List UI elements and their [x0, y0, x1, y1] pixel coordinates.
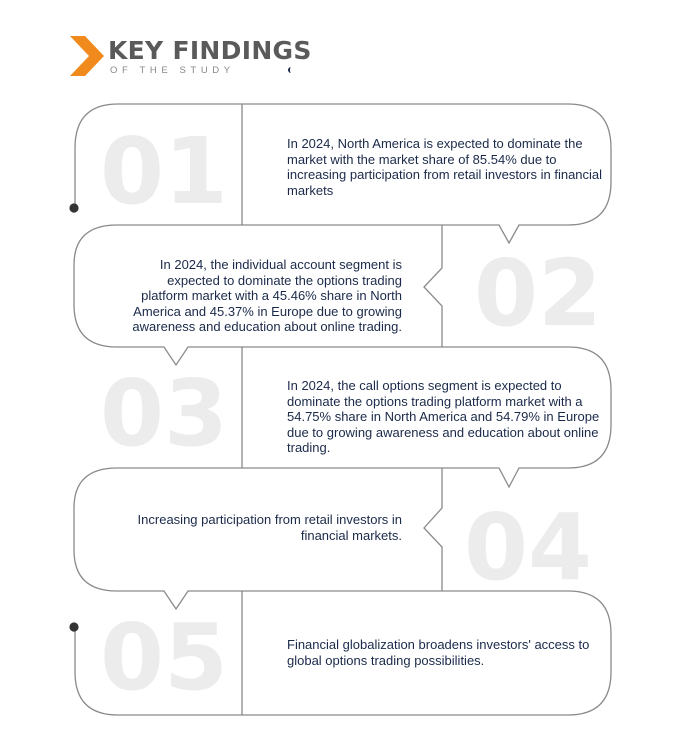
- finding-number-5: 05: [100, 604, 229, 711]
- page-subtitle: OF THE STUDY: [110, 65, 235, 76]
- finding-text-1: In 2024, North America is expected to dominate the market with the market share of 85.54% due to increasing participation from retail investors in financial markets: [287, 136, 603, 198]
- finding-number-4: 04: [464, 494, 593, 601]
- page-title: KEY FINDINGS: [108, 36, 312, 65]
- finding-text-4: Increasing participation from retail investors in financial markets.: [137, 512, 402, 543]
- finding-number-2: 02: [474, 240, 603, 347]
- end-dot-icon: [69, 622, 78, 631]
- divider-4: [424, 468, 442, 591]
- finding-number-1: 01: [100, 118, 229, 225]
- finding-text-2: In 2024, the individual account segment is expected to dominate the options trading platform market with a 45.46% share in North America and 45.37% in Europe due to growing awareness and education about online trading.: [132, 257, 402, 334]
- finding-number-3: 03: [100, 360, 229, 467]
- finding-text-5: Financial globalization broadens investors' access to global options trading possibilities.: [287, 637, 590, 668]
- start-dot-icon: [69, 203, 78, 212]
- finding-text-3: In 2024, the call options segment is expected to dominate the options trading platform market with a 54.75% share in North America and 54.79% in Europe due to growing awareness and education about online trading.: [287, 378, 600, 455]
- divider-2: [424, 225, 442, 347]
